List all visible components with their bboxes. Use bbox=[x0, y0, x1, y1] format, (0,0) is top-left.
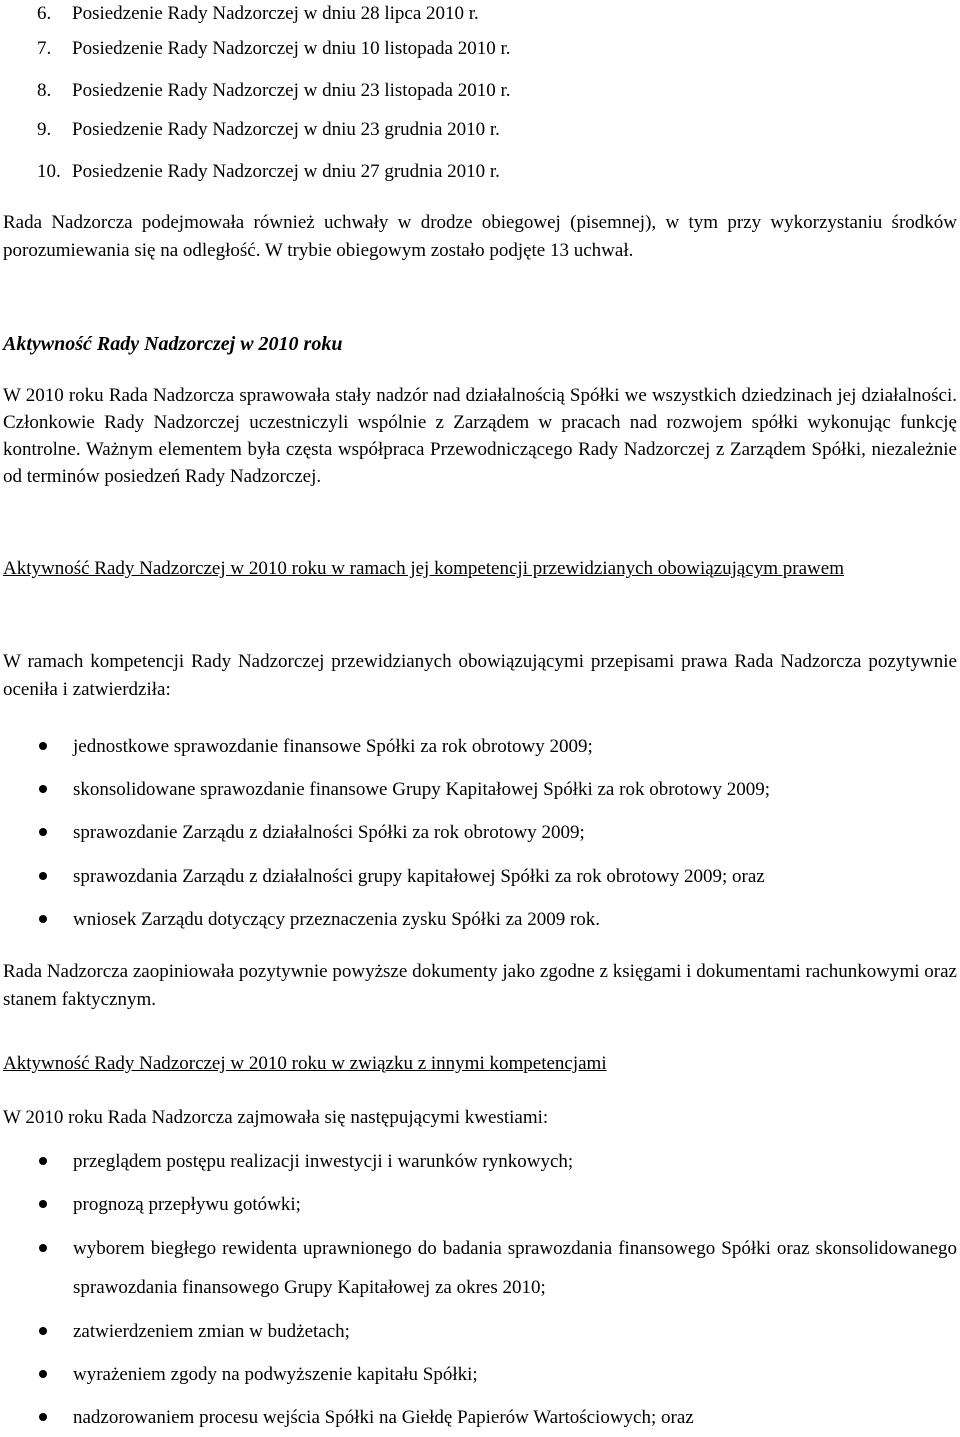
meeting-text: Posiedzenie Rady Nadzorczej w dniu 23 grudnia 2010 r. bbox=[72, 119, 500, 140]
meeting-text: Posiedzenie Rady Nadzorczej w dniu 23 listopada 2010 r. bbox=[72, 80, 511, 101]
bullet-icon bbox=[39, 1327, 47, 1335]
list-item-text: wniosek Zarządu dotyczący przeznaczenia zysku Spółki za 2009 rok. bbox=[73, 909, 601, 930]
bullet-icon bbox=[39, 1413, 47, 1421]
bullet-icon bbox=[39, 828, 47, 836]
meeting-number: 7. bbox=[37, 38, 52, 59]
list-item bbox=[0, 857, 960, 896]
meeting-text: Posiedzenie Rady Nadzorczej w dniu 27 grudnia 2010 r. bbox=[72, 161, 500, 182]
competences-intro: W ramach kompetencji Rady Nadzorczej przewidzianych obowiązującymi przepisami prawa Rada Nadzorcza pozytywnie oceniła i zatwierdziła: bbox=[3, 651, 957, 700]
meeting-text: Posiedzenie Rady Nadzorczej w dniu 10 listopada 2010 r. bbox=[72, 38, 511, 59]
meeting-number: 10. bbox=[37, 161, 61, 182]
list-item bbox=[0, 900, 960, 939]
section-heading-other-competences: Aktywność Rady Nadzorczej w 2010 roku w związku z innymi kompetencjami bbox=[3, 1053, 607, 1074]
section-heading-competences: Aktywność Rady Nadzorczej w 2010 roku w ramach jej kompetencji przewidzianych obowiązującym prawem bbox=[3, 558, 844, 579]
meeting-number: 6. bbox=[37, 3, 52, 24]
competences-closing-paragraph: Rada Nadzorcza zaopiniowała pozytywnie powyższe dokumenty jako zgodne z księgami i dokumentami rachunkowymi oraz stanem faktycznym. bbox=[3, 961, 957, 1010]
list-item-text: wyrażeniem zgody na podwyższenie kapitału Spółki; bbox=[73, 1364, 478, 1385]
activity-paragraph: W 2010 roku Rada Nadzorcza sprawowała stały nadzór nad działalnością Spółki we wszystkich dziedzinach jej działalności. Członkowie Rady Nadzorczej uczestniczyli wspólnie z Zarządem w pracach nad rozwojem spółki wykonując funkcję kontrolne. Ważnym elementem była częsta współpraca Przewodniczącego Rady Nadzorczej z Zarządem Spółki, niezależnie od terminów posiedzeń Rady Nadzorczej. bbox=[3, 385, 957, 487]
list-item bbox=[0, 770, 960, 809]
list-item bbox=[0, 1142, 960, 1181]
list-item-text: sprawozdania Zarządu z działalności grupy kapitałowej Spółki za rok obrotowy 2009; oraz bbox=[73, 866, 765, 887]
section-heading-activity: Aktywność Rady Nadzorczej w 2010 roku bbox=[3, 333, 343, 355]
bullet-icon bbox=[39, 1157, 47, 1165]
bullet-icon bbox=[39, 872, 47, 880]
list-item-text: zatwierdzeniem zmian w budżetach; bbox=[73, 1321, 350, 1342]
list-item bbox=[0, 1355, 960, 1394]
bullet-icon bbox=[39, 915, 47, 923]
list-item bbox=[0, 727, 960, 766]
circular-resolutions-paragraph: Rada Nadzorcza podejmowała również uchwały w drodze obiegowej (pisemnej), w tym przy wykorzystaniu środków porozumiewania się na odległość. W trybie obiegowym zostało podjęte 13 uchwał. bbox=[3, 212, 957, 261]
meeting-number: 9. bbox=[37, 119, 52, 140]
list-item bbox=[0, 1185, 960, 1224]
other-competences-intro: W 2010 roku Rada Nadzorcza zajmowała się następującymi kwestiami: bbox=[3, 1107, 549, 1128]
list-item-text: prognozą przepływu gotówki; bbox=[73, 1194, 301, 1215]
list-item-text: przeglądem postępu realizacji inwestycji i warunków rynkowych; bbox=[73, 1151, 574, 1172]
meeting-number: 8. bbox=[37, 80, 52, 101]
list-item bbox=[0, 1312, 960, 1351]
list-item-text: jednostkowe sprawozdanie finansowe Spółki za rok obrotowy 2009; bbox=[73, 736, 593, 757]
list-item bbox=[0, 1229, 960, 1307]
list-item-text: wyborem biegłego rewidenta uprawnionego do badania sprawozdania finansowego Spółki oraz skonsolidowanego sprawozdania finansowego Grupy Kapitałowej za okres 2010; bbox=[73, 1238, 957, 1298]
bullet-icon bbox=[39, 1200, 47, 1208]
list-item-text: skonsolidowane sprawozdanie finansowe Grupy Kapitałowej Spółki za rok obrotowy 2009; bbox=[73, 779, 771, 800]
bullet-icon bbox=[39, 742, 47, 750]
bullet-icon bbox=[39, 1370, 47, 1378]
list-item-text: nadzorowaniem procesu wejścia Spółki na Giełdę Papierów Wartościowych; oraz bbox=[73, 1407, 694, 1428]
bullet-icon bbox=[39, 785, 47, 793]
list-item bbox=[0, 1398, 960, 1437]
list-item-text: sprawozdanie Zarządu z działalności Spółki za rok obrotowy 2009; bbox=[73, 822, 585, 843]
list-item bbox=[0, 813, 960, 852]
bullet-icon bbox=[39, 1244, 47, 1252]
meeting-text: Posiedzenie Rady Nadzorczej w dniu 28 lipca 2010 r. bbox=[72, 3, 479, 24]
